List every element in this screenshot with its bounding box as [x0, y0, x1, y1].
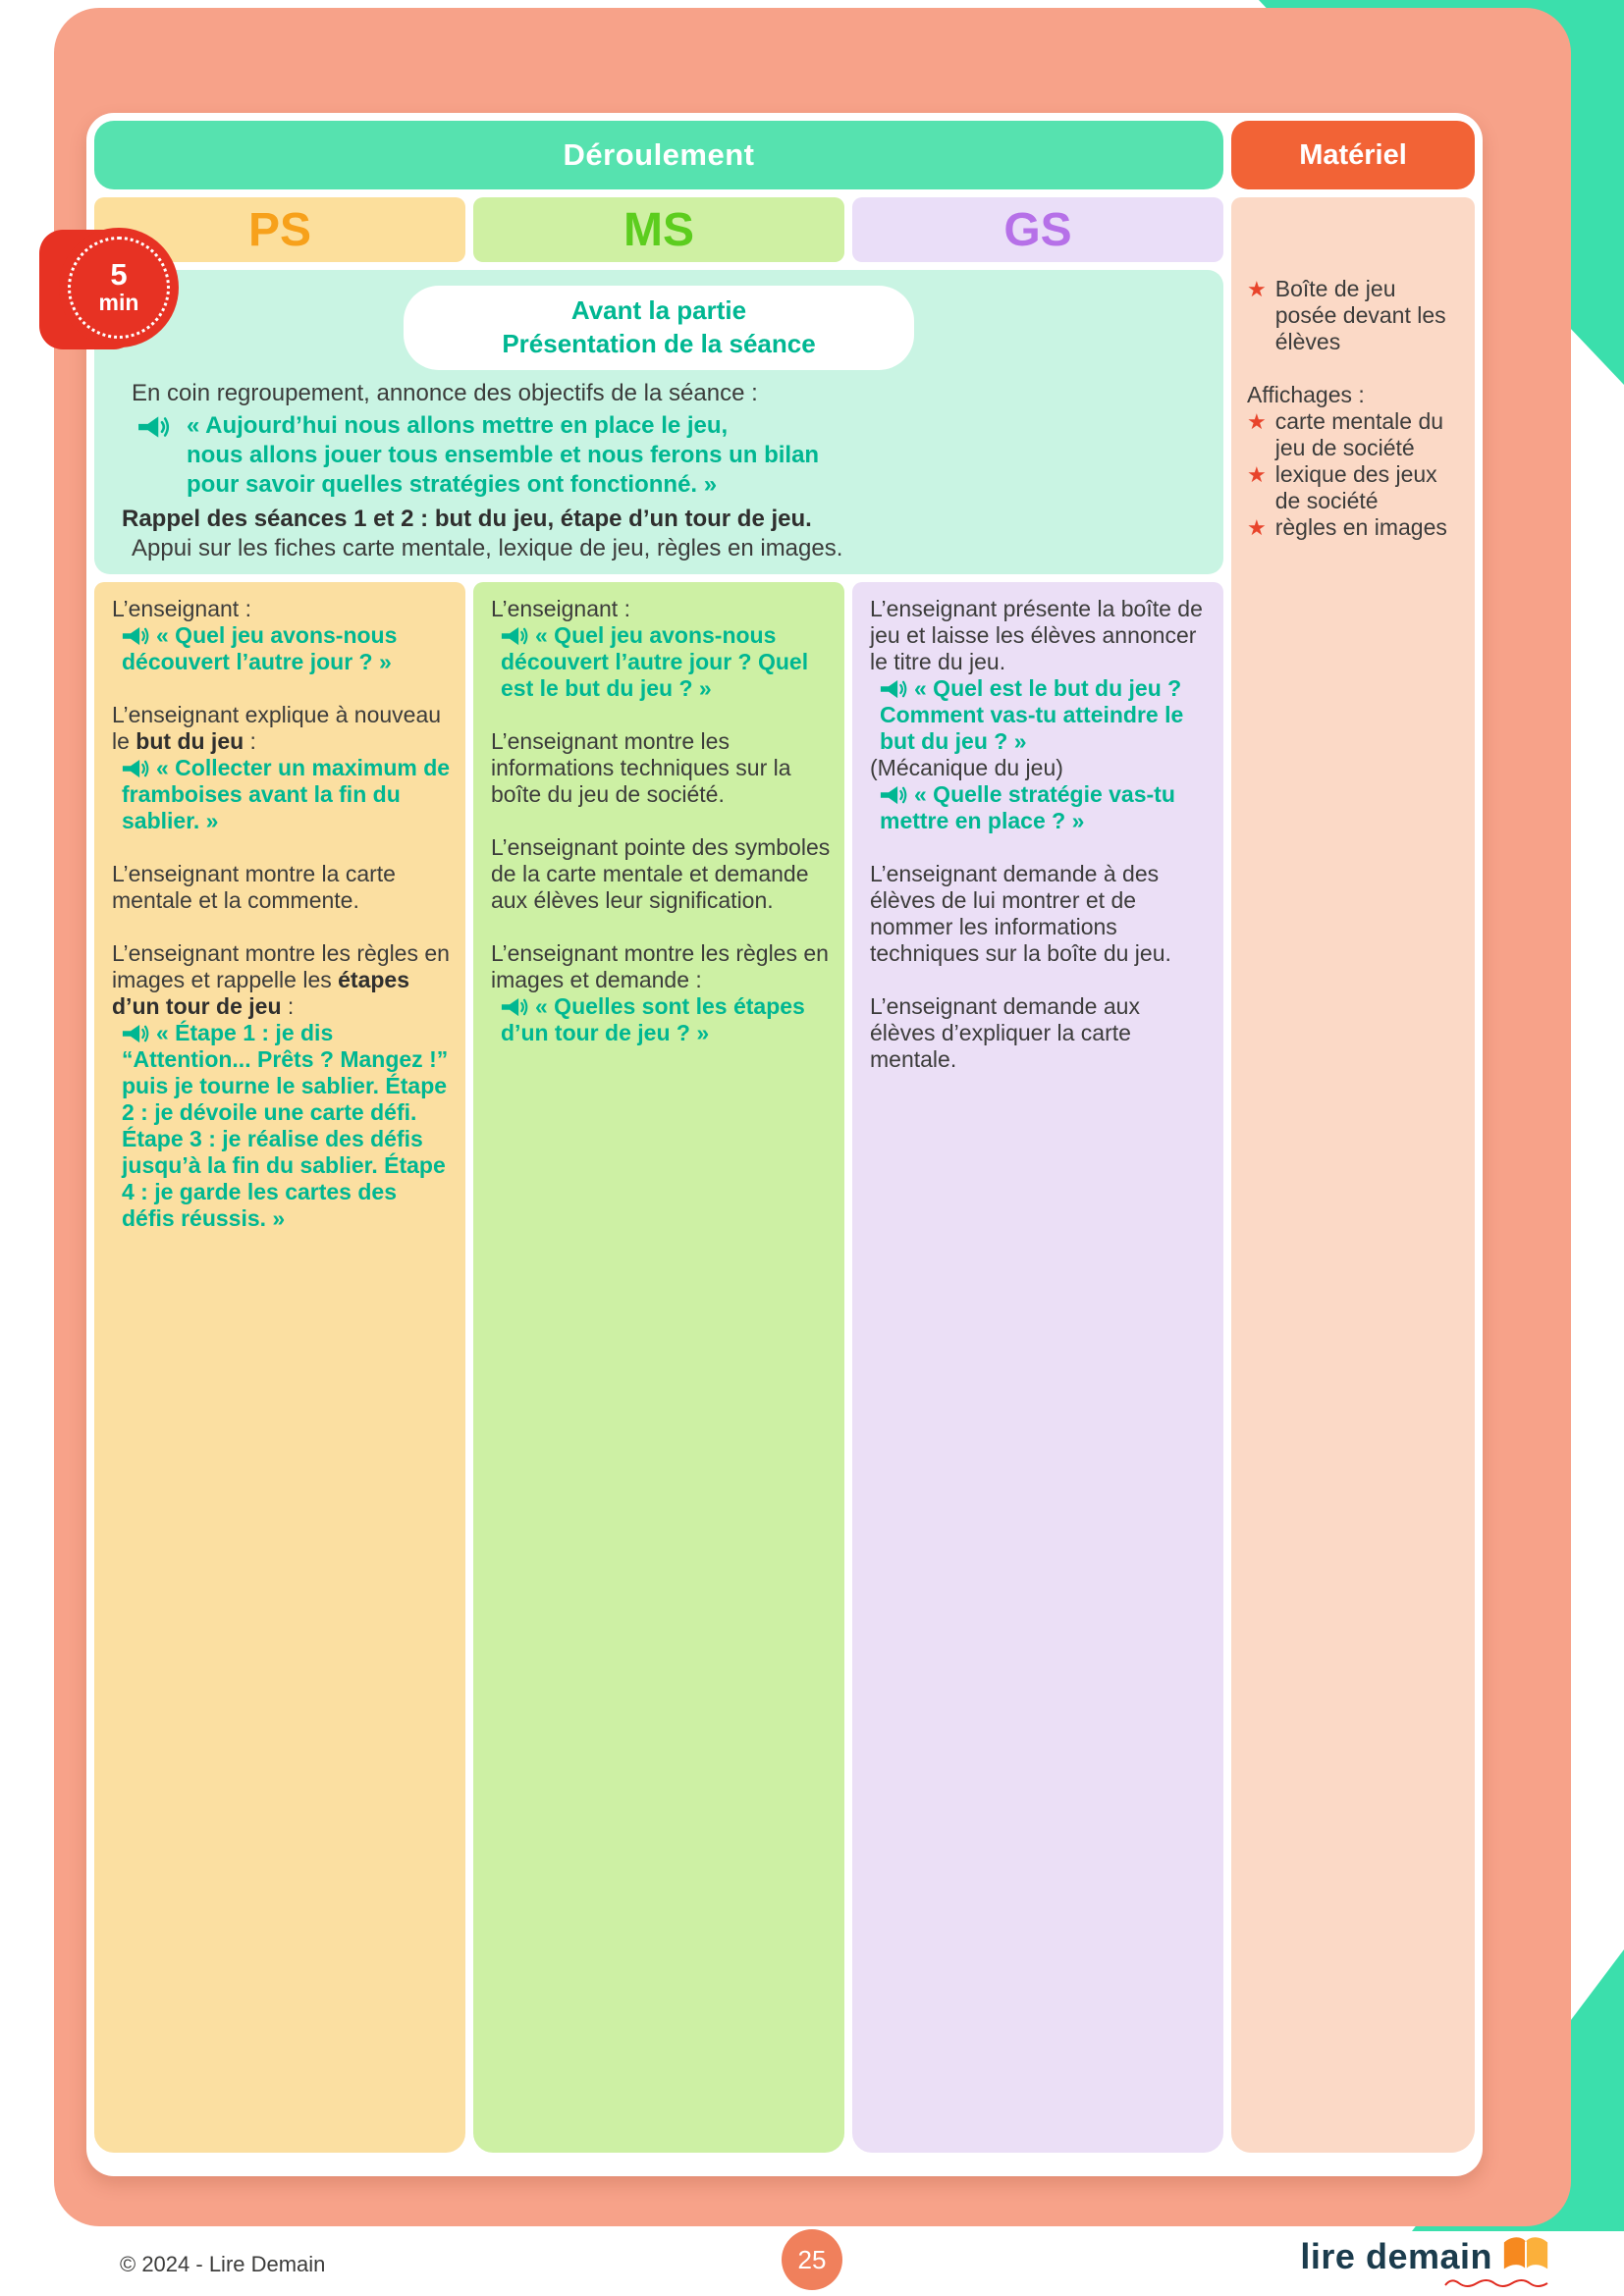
paragraph-gap [112, 834, 452, 861]
quote-text: « Quelles sont les étapes d’un tour de jeu ? » [501, 993, 805, 1046]
plain-text: L’enseignant montre la carte mentale et la commente. [112, 861, 396, 914]
speaker-icon [880, 783, 908, 807]
deroulement-area [94, 197, 1223, 2153]
speech-line: « Aujourd’hui nous allons mettre en place le jeu, [187, 411, 729, 439]
paragraph-gap [491, 914, 831, 940]
teacher-speech-quote [112, 755, 452, 834]
plain-text: L’enseignant pointe des symboles de la carte mentale et demande aux élèves leur signification. [491, 834, 831, 914]
star-icon: ★ [1247, 409, 1267, 434]
time-unit: min [98, 290, 139, 316]
speech-line: nous allons jouer tous ensemble et nous ferons un bilan [187, 441, 820, 468]
quote-text: « Étape 1 : je dis “Attention... Prêts ? Mangez !” puis je tourne le sablier. Étape 2 : je dévoile une carte défi. Étape 3 : je réalise des défis jusqu’à la fin du sablier. Étape 4 : je garde les cartes des défis réussis. » [122, 1020, 449, 1232]
intro-speech-lines [187, 411, 819, 501]
plain-text: L’enseignant : [112, 596, 251, 622]
speaker-icon [501, 624, 529, 648]
star-icon: ★ [1247, 515, 1267, 540]
recall-line: Rappel des séances 1 et 2 : but du jeu, étape d’un tour de jeu. [122, 506, 812, 533]
star-icon: ★ [1247, 462, 1267, 487]
materiel-item-text: lexique des jeux de société [1274, 461, 1437, 513]
star-icon: ★ [1247, 277, 1267, 301]
teacher-instruction [870, 993, 1210, 1073]
plain-text: L’enseignant montre les informations techniques sur la boîte du jeu de société. [491, 728, 791, 808]
teacher-instruction [870, 861, 1210, 967]
lesson-card [86, 113, 1483, 2176]
plain-text: : [281, 993, 295, 1020]
level-header-ms [473, 197, 844, 262]
copyright-text: © 2024 - Lire Demain [120, 2252, 326, 2276]
plain-text: L’enseignant demande aux élèves d’expliquer la carte mentale. [870, 993, 1140, 1073]
teacher-instruction [112, 596, 452, 622]
time-value: 5 [110, 257, 128, 293]
deroulement-title: Déroulement [563, 137, 755, 172]
lire-demain-logo [1300, 2236, 1551, 2277]
materiel-item-text: règles en images [1274, 514, 1447, 540]
plain-text: L’enseignant : [491, 596, 630, 622]
teacher-speech-quote [491, 993, 831, 1046]
plain-text: L’enseignant demande à des élèves de lui montrer et de nommer les informations techniques sur la boîte du jeu. [870, 861, 1171, 967]
speech-line: pour savoir quelles stratégies ont fonctionné. » [187, 471, 718, 499]
page-number: 25 [797, 2244, 827, 2274]
column-ps [94, 582, 465, 2153]
materiel-item [1247, 514, 1459, 541]
intro-lead: En coin regroupement, annonce des objectifs de la séance : [132, 379, 758, 406]
teacher-speech-quote [112, 1020, 452, 1232]
speaker-icon [122, 624, 150, 648]
salmon-frame [54, 8, 1571, 2226]
logo-text: lire demain [1300, 2236, 1492, 2276]
materiel-header [1231, 121, 1475, 189]
bold-text: but du jeu [135, 728, 244, 755]
level-label-gs: GS [1003, 203, 1072, 256]
header-row [94, 121, 1475, 189]
level-headers [94, 197, 1223, 262]
paragraph-gap [491, 702, 831, 728]
materiel-item [1247, 276, 1459, 355]
teacher-instruction [491, 728, 831, 808]
speaker-icon [122, 757, 150, 780]
quote-text: « Quel jeu avons-nous découvert l’autre jour ? » [122, 622, 398, 675]
quote-text: « Quel est le but du jeu ? Comment vas-tu atteindre le but du jeu ? » [880, 675, 1184, 755]
time-badge-circle [59, 228, 179, 347]
materiel-item [1247, 461, 1459, 514]
time-badge [39, 226, 179, 353]
plain-text: L’enseignant explique à nouveau le [112, 702, 442, 755]
level-label-ms: MS [623, 203, 694, 256]
teacher-speech-quote [112, 622, 452, 675]
materiel-gap [1247, 355, 1459, 382]
materiel-sidebar [1231, 197, 1475, 2153]
paragraph-gap [870, 834, 1210, 861]
level-header-gs [852, 197, 1223, 262]
paragraph-gap [112, 675, 452, 702]
speaker-icon [501, 995, 529, 1019]
materiel-item-text: Affichages : [1247, 382, 1365, 407]
teacher-instruction [491, 940, 831, 993]
section-title-box [404, 286, 914, 370]
plain-text: L’enseignant montre les règles en images et rappelle les [112, 940, 450, 993]
speaker-icon [880, 677, 908, 701]
speaker-icon [122, 1022, 150, 1045]
teacher-speech-quote [870, 781, 1210, 834]
column-gs [852, 582, 1223, 2153]
recall-note: Appui sur les fiches carte mentale, lexique de jeu, règles en images. [132, 535, 843, 562]
section-title-line2: Présentation de la séance [502, 328, 816, 358]
body-row [94, 197, 1475, 2153]
page-number-badge [782, 2229, 842, 2290]
teacher-instruction [870, 596, 1210, 675]
quote-text: « Quel jeu avons-nous découvert l’autre jour ? Quel est le but du jeu ? » [501, 622, 809, 702]
speaker-icon [137, 413, 171, 441]
teacher-speech-quote [491, 622, 831, 702]
bold-text: étapes d’un tour de jeu [112, 967, 409, 1020]
quote-text: « Collecter un maximum de framboises avant la fin du sablier. » [122, 755, 451, 834]
paragraph-gap [112, 914, 452, 940]
deroulement-header [94, 121, 1223, 189]
plain-text: (Mécanique du jeu) [870, 755, 1063, 781]
plain-text: L’enseignant présente la boîte de jeu et laisse les élèves annoncer le titre du jeu. [870, 596, 1203, 675]
level-columns [94, 582, 1223, 2153]
paragraph-gap [870, 967, 1210, 993]
intro-section [94, 270, 1223, 574]
teacher-instruction [491, 596, 831, 622]
teacher-instruction [491, 834, 831, 914]
materiel-item [1247, 408, 1459, 461]
open-book-icon [1500, 2232, 1551, 2275]
materiel-item-text: Boîte de jeu posée devant les élèves [1274, 276, 1446, 354]
materiel-title: Matériel [1299, 138, 1407, 171]
intro-speech-block [122, 411, 1196, 501]
teacher-instruction [112, 702, 452, 755]
plain-text: L’enseignant montre les règles en images et demande : [491, 940, 829, 993]
section-title-line1: Avant la partie [570, 295, 747, 325]
plain-text: : [244, 728, 256, 755]
materiel-heading [1247, 382, 1459, 408]
logo-tagline-script [1443, 2277, 1551, 2289]
teacher-instruction [112, 940, 452, 1020]
teacher-instruction [112, 861, 452, 914]
teacher-speech-quote [870, 675, 1210, 755]
materiel-item-text: carte mentale du jeu de société [1274, 408, 1444, 460]
quote-text: « Quelle stratégie vas-tu mettre en place ? » [880, 781, 1175, 834]
paragraph-gap [491, 808, 831, 834]
column-ms [473, 582, 844, 2153]
teacher-instruction [870, 755, 1210, 781]
level-label-ps: PS [247, 203, 312, 256]
